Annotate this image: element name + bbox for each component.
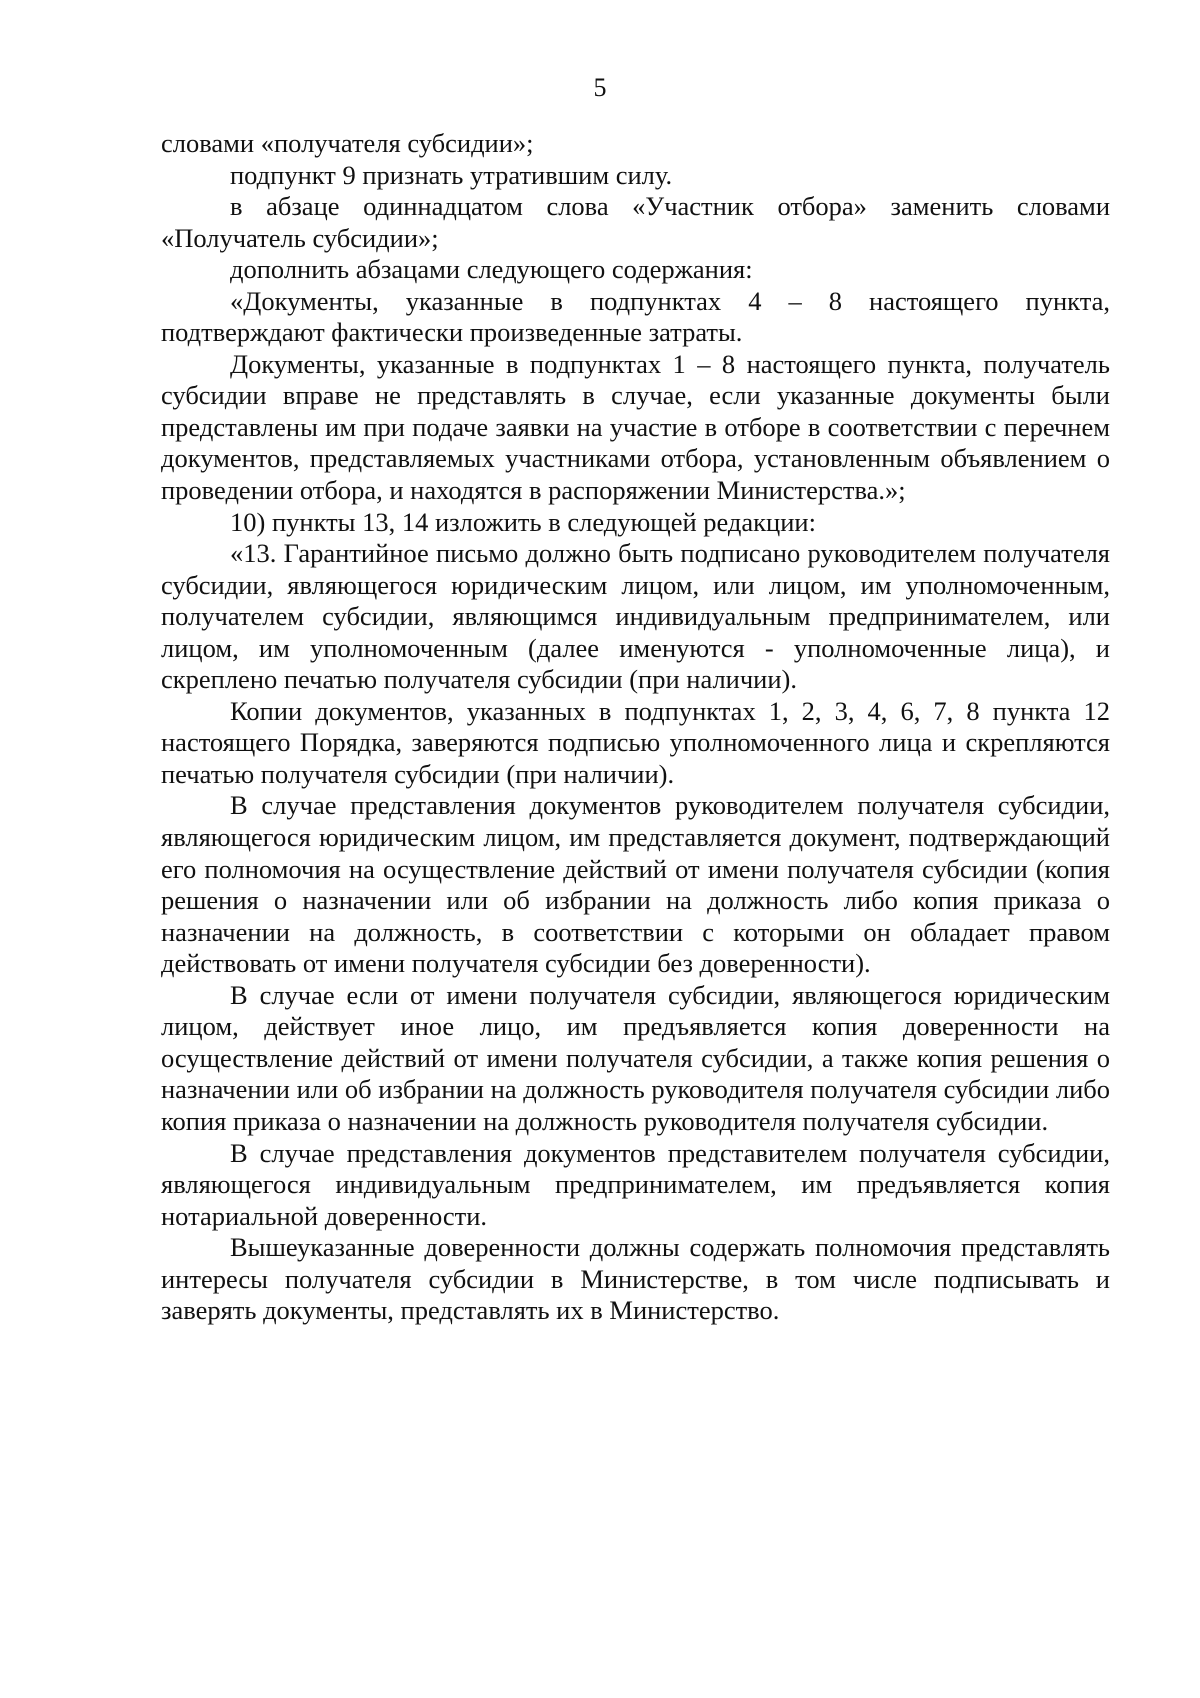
paragraph-7: 10) пункты 13, 14 изложить в следующей редакции: xyxy=(230,506,816,537)
paragraph-3: в абзаце одиннадцатом слова «Участник отбора» заменить словами «Получатель субсидии»; xyxy=(161,191,1110,253)
paragraph-1: словами «получателя субсидии»; xyxy=(161,128,534,158)
paragraph-5: «Документы, указанные в подпунктах 4 – 8 настоящего пункта, подтверждают фактически произведенные затраты. xyxy=(161,285,1110,348)
paragraph-8: «13. Гарантийное письмо должно быть подписано руководителем получателя субсидии, являющегося юридическим лицом, или лицом, им уполномоченным, получателем субсидии, являющимся индивидуальным предпринимателем, или лицом, им уполномоченным (далее именуются - уполномоченные лица), и скреплено печатью получателя субсидии (при наличии). xyxy=(161,538,1110,695)
page-number: 5 xyxy=(593,73,607,102)
paragraph-4: дополнить абзацами следующего содержания: xyxy=(230,254,753,285)
document-body xyxy=(161,128,1110,1327)
paragraph-2: подпункт 9 признать утратившим силу. xyxy=(230,159,673,190)
paragraph-12: В случае представления документов представителем получателя субсидии, являющегося индивидуальным предпринимателем, им предъявляется копия нотариальной доверенности. xyxy=(161,1137,1110,1231)
paragraph-6: Документы, указанные в подпунктах 1 – 8 настоящего пункта, получатель субсидии вправе не представлять в случае, если указанные документы были представлены им при подаче заявки на участие в отборе в соответствии с перечнем документов, представляемых участниками отбора, установленным объявлением о проведении отбора, и находятся в распоряжении Министерства.»; xyxy=(161,348,1110,506)
paragraph-9: Копии документов, указанных в подпунктах 1, 2, 3, 4, 6, 7, 8 пункта 12 настоящего Порядка, заверяются подписью уполномоченного лица и скрепляются печатью получателя субсидии (при наличии). xyxy=(161,695,1110,789)
paragraph-13: Вышеуказанные доверенности должны содержать полномочия представлять интересы получателя субсидии в Министерстве, в том числе подписывать и заверять документы, представлять их в Министерство. xyxy=(161,1232,1110,1326)
paragraph-11: В случае если от имени получателя субсидии, являющегося юридическим лицом, действует иное лицо, им предъявляется копия доверенности на осуществление действий от имени получателя субсидии, а также копия решения о назначении или об избрании на должность руководителя получателя субсидии либо копия приказа о назначении на должность руководителя получателя субсидии. xyxy=(161,979,1110,1136)
paragraph-10: В случае представления документов руководителем получателя субсидии, являющегося юридическим лицом, им представляется документ, подтверждающий его полномочия на осуществление действий от имени получателя субсидии (копия решения о назначении или об избрании на должность либо копия приказа о назначении на должность, в соответствии с которыми он обладает правом действовать от имени получателя субсидии без доверенности). xyxy=(161,790,1110,979)
